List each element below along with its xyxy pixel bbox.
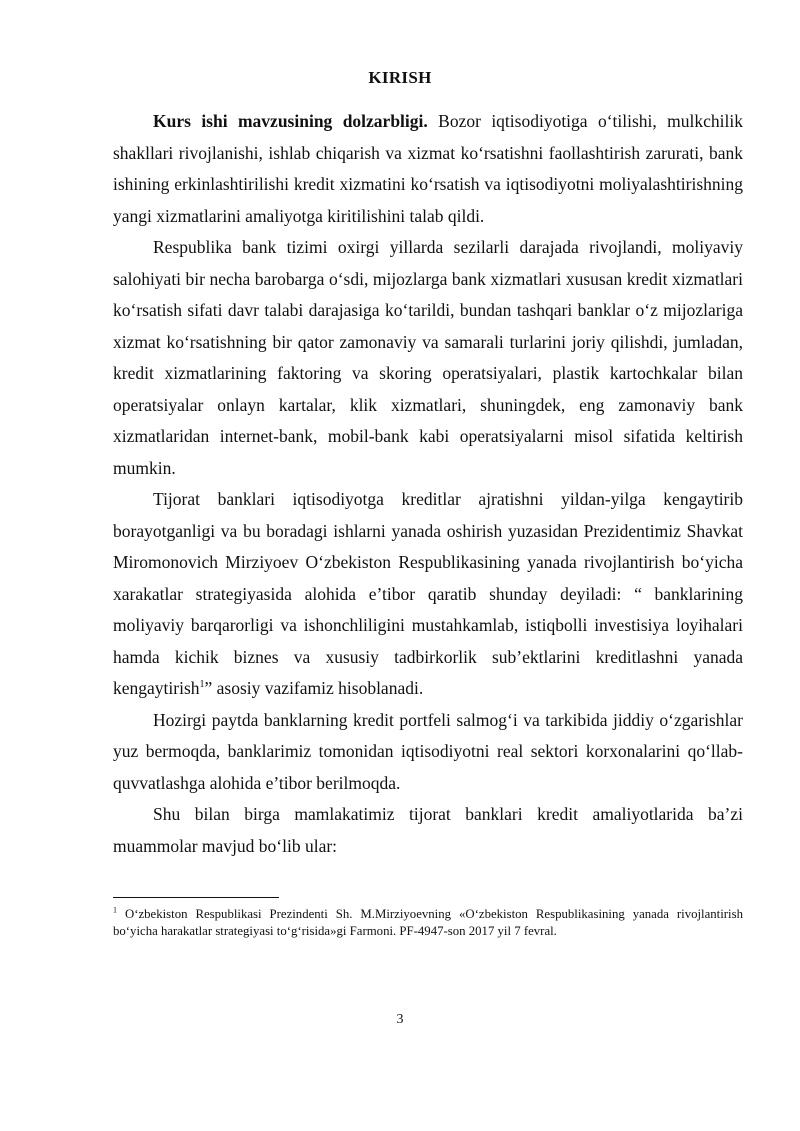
- footnote-separator: [113, 897, 279, 898]
- footnote-marker: 1: [113, 905, 117, 915]
- footnote: [113, 906, 743, 939]
- paragraph-lead: Kurs ishi mavzusining dolzarbligi.: [153, 111, 428, 131]
- footnote-text: O‘zbekiston Respublikasi Prezindenti Sh. M.Mirziyoevning «O‘zbekiston Respublikasining yanada rivojlantirish bo‘yicha harakatlar strategiyasi to‘g‘risida»gi Farmoni. PF-4947-son 2017 yil 7 fevral.: [113, 907, 743, 938]
- footnote-reference[interactable]: 1: [199, 679, 205, 691]
- page-number: 3: [396, 1012, 404, 1027]
- paragraph-relevance: [113, 106, 743, 232]
- page-title: KIRISH: [368, 68, 432, 87]
- paragraph-commercial-banks: [113, 484, 743, 705]
- paragraph-problems: Shu bilan birga mamlakatimiz tijorat banklari kredit amaliyotlarida ba’zi muammolar mavjud bo‘lib ular:: [113, 804, 743, 856]
- paragraph-credit-portfolio: Hozirgi paytda banklarning kredit portfeli salmog‘i va tarkibida jiddiy o‘zgarishlar yuz bermoqda, banklarimiz tomonidan iqtisodiyotni real sektori korxonalarini qo‘llab-quvvatlashga alohida e’tibor berilmoqda.: [113, 709, 743, 793]
- paragraph-text: Bozor iqtisodiyotiga o‘tilishi, mulkchilik shakllari rivojlanishi, ishlab chiqarish va xizmat ko‘rsatishni faollashtirish zarurati, bank ishining erkinlashtirilishi kredit xizmatini ko‘rsatish va iqtisodiyotni moliyalashtirishning yangi xizmatlarini amaliyotga kiritilishini talab qildi.: [113, 111, 743, 226]
- paragraph-text-after: ” asosiy vazifamiz hisoblanadi.: [204, 678, 424, 698]
- body-text: [113, 106, 743, 862]
- paragraph-bank-system: Respublika bank tizimi oxirgi yillarda sezilarli darajada rivojlandi, moliyaviy salohiyati bir necha barobarga o‘sdi, mijozlarga bank xizmatlari xususan kredit xizmatlari ko‘rsatish sifati davr talabi darajasiga ko‘tarildi, bundan tashqari banklar o‘z mijozlariga xizmat ko‘rsatishning bir qator zamonaviy va samarali turlarini joriy qilishdi, jumladan, kredit xizmatlarining faktoring va skoring operatsiyalari, plastik kartochkalar bilan operatsiyalar onlayn kartalar, klik xizmatlari, shuningdek, eng zamonaviy bank xizmatlaridan internet-bank, mobil-bank kabi operatsiyalarni misol sifatida keltirish mumkin.: [113, 237, 743, 478]
- paragraph-text: Tijorat banklari iqtisodiyotga kreditlar ajratishni yildan-yilga kengaytirib borayotganligi va bu boradagi ishlarni yanada oshirish yuzasidan Prezidentimiz Shavkat Miromonovich Mirziyoev O‘zbekiston Respublikasining yanada rivojlantirish bo‘yicha xarakatlar strategiyasida alohida e’tibor qaratib shunday deyiladi: “ banklarining moliyaviy barqarorligi va ishonchliligini mustahkamlab, istiqbolli investisiya loyihalari hamda kichik biznes va xususiy tadbirkorlik sub’ektlarini kreditlashni yanada kengaytirish: [113, 489, 743, 698]
